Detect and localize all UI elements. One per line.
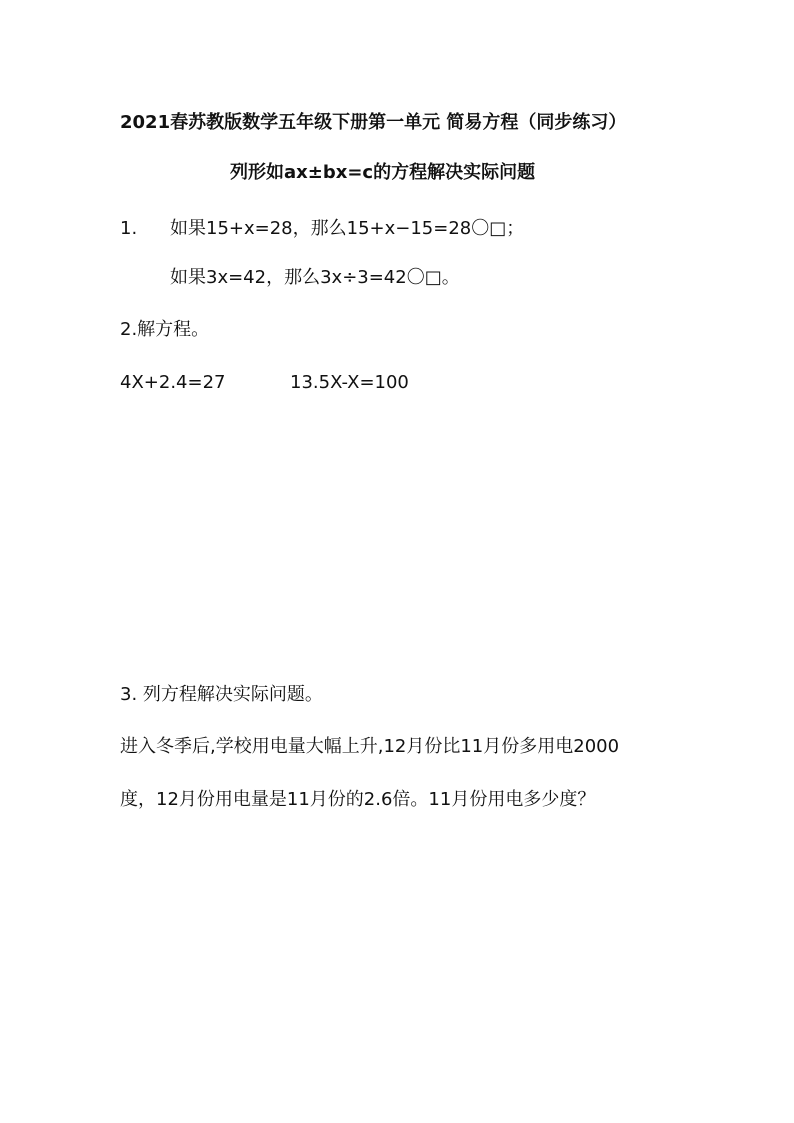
page-subtitle: 列形如ax±bx=c的方程解决实际问题 xyxy=(230,162,536,183)
question-2-title: 2.解方程。 xyxy=(120,319,210,340)
question-1-line-a: 如果15+x=28，那么15+x−15=28〇□； xyxy=(170,218,525,239)
question-3-paragraph-line-1: 进入冬季后,学校用电量大幅上升,12月份比11月份多用电2000 xyxy=(120,736,620,757)
question-3-paragraph-line-2: 度，12月份用电量是11月份的2.6倍。11月份用电多少度？ xyxy=(120,789,596,810)
question-1-line-b: 如果3x=42，那么3x÷3=42〇□。 xyxy=(170,267,460,288)
equation-2: 13.5X-X=100 xyxy=(290,372,409,393)
question-1-number: 1. xyxy=(120,218,138,239)
equation-1: 4X+2.4=27 xyxy=(120,372,226,393)
question-3-title: 3. 列方程解决实际问题。 xyxy=(120,684,323,705)
page-title: 2021春苏教版数学五年级下册第一单元 简易方程（同步练习） xyxy=(120,112,627,133)
